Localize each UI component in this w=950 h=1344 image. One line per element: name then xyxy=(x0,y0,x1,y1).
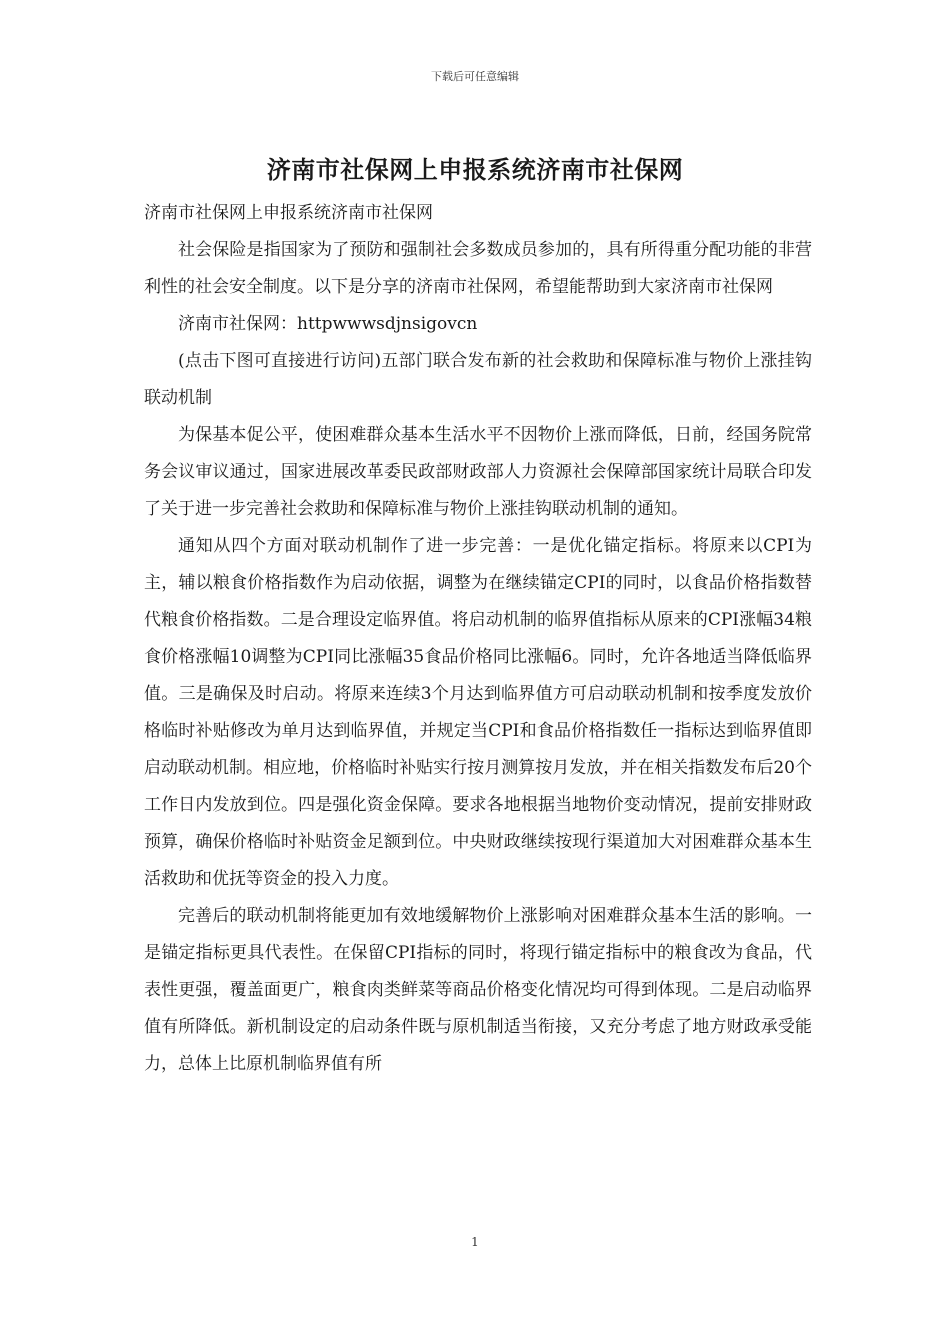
body-paragraph: 为保基本促公平，使困难群众基本生活水平不因物价上涨而降低，日前，经国务院常务会议审议通过，国家进展改革委民政部财政部人力资源社会保障部国家统计局联合印发了关于进一步完善社会救助和保障标准与物价上涨挂钩联动机制的通知。 xyxy=(144,425,812,519)
document-body xyxy=(144,195,812,1083)
page-number: 1 xyxy=(471,1235,479,1249)
body-paragraph: 通知从四个方面对联动机制作了进一步完善：一是优化锚定指标。将原来以CPI为主，辅以粮食价格指数作为启动依据，调整为在继续锚定CPI的同时，以食品价格指数替代粮食价格指数。二是合理设定临界值。将启动机制的临界值指标从原来的CPI涨幅34粮食价格涨幅10调整为CPI同比涨幅35食品价格同比涨幅6。同时，允许各地适当降低临界值。三是确保及时启动。将原来连续3个月达到临界值方可启动联动机制和按季度发放价格临时补贴修改为单月达到临界值，并规定当CPI和食品价格指数任一指标达到临界值即启动联动机制。相应地，价格临时补贴实行按月测算按月发放，并在相关指数发布后20个工作日内发放到位。四是强化资金保障。要求各地根据当地物价变动情况，提前安排财政预算，确保价格临时补贴资金足额到位。中央财政继续按现行渠道加大对困难群众基本生活救助和优抚等资金的投入力度。 xyxy=(144,536,812,889)
link-note-paragraph: (点击下图可直接进行访问)五部门联合发布新的社会救助和保障标准与物价上涨挂钩联动机制 xyxy=(144,351,812,408)
website-paragraph: 济南市社保网：httpwwwsdjnsigovcn xyxy=(178,314,478,334)
header-note: 下载后可任意编辑 xyxy=(431,70,519,83)
body-paragraph: 完善后的联动机制将能更加有效地缓解物价上涨影响对困难群众基本生活的影响。一是锚定指标更具代表性。在保留CPI指标的同时，将现行锚定指标中的粮食改为食品，代表性更强，覆盖面更广，粮食肉类鲜菜等商品价格变化情况均可得到体现。二是启动临界值有所降低。新机制设定的启动条件既与原机制适当衔接，又充分考虑了地方财政承受能力，总体上比原机制临界值有所 xyxy=(144,906,812,1074)
subtitle-paragraph: 济南市社保网上申报系统济南市社保网 xyxy=(144,203,433,223)
document-title: 济南市社保网上申报系统济南市社保网 xyxy=(266,155,684,184)
intro-paragraph: 社会保险是指国家为了预防和强制社会多数成员参加的，具有所得重分配功能的非营利性的社会安全制度。以下是分享的济南市社保网，希望能帮助到大家济南市社保网 xyxy=(144,240,812,297)
